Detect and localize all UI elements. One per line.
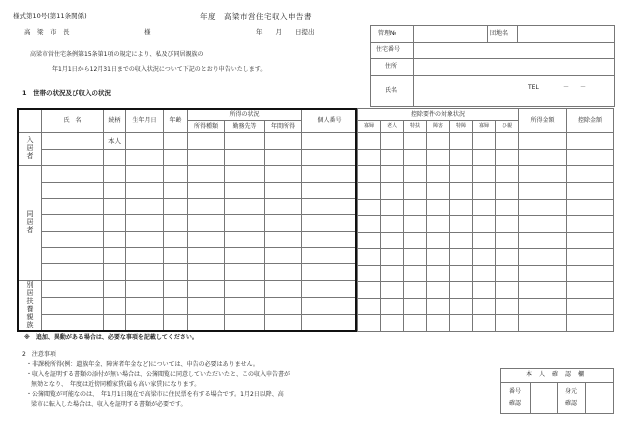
table-cell[interactable] [519, 149, 567, 166]
identity-confirm-label: 身元 [565, 388, 578, 395]
deduction-subheader: 特障 [450, 121, 473, 133]
table-cell[interactable] [381, 199, 404, 216]
table-cell[interactable] [381, 149, 404, 166]
intro-line-2: 年1月1日から12月31日までの収入状況について下記のとおり申告いたします。 [52, 66, 267, 73]
table-row [358, 265, 614, 282]
table-cell[interactable] [302, 133, 358, 149]
table-cell[interactable] [164, 297, 188, 314]
note-item: ・非課税所得(例：遺族年金、障害者年金など)については、申告の必要はありません。 [26, 361, 259, 368]
deduction-subheader: 特扶 [404, 121, 427, 133]
table-cell[interactable] [265, 198, 302, 214]
table-cell[interactable] [519, 282, 567, 299]
table-cell[interactable] [42, 314, 104, 331]
table-cell[interactable] [42, 198, 104, 214]
table-cell[interactable] [164, 314, 188, 331]
table-cell[interactable] [519, 249, 567, 266]
table-cell[interactable] [567, 282, 614, 299]
section-1-title: 1 世帯の状況及び収入の状況 [22, 89, 112, 97]
table-cell[interactable] [496, 183, 519, 200]
table-cell[interactable] [126, 264, 164, 280]
table-cell[interactable] [567, 166, 614, 183]
table-cell[interactable] [126, 182, 164, 198]
table-cell[interactable] [225, 248, 265, 264]
table-cell[interactable] [450, 265, 473, 282]
note-item: ・収入を証明する書類の添付が無い場合は、公簿閲覧に同意していただいたと、この収入申告書が [26, 371, 291, 378]
table-cell[interactable] [450, 166, 473, 183]
table-cell[interactable] [188, 182, 225, 198]
table-cell[interactable] [302, 231, 358, 247]
table-cell[interactable] [164, 248, 188, 264]
table-cell[interactable] [473, 282, 496, 299]
table-cell[interactable] [567, 249, 614, 266]
table-cell[interactable] [126, 149, 164, 165]
identity-confirm-label: 確認 [565, 400, 578, 407]
table-cell[interactable] [265, 231, 302, 247]
table-cell[interactable] [225, 297, 265, 314]
table-cell[interactable] [496, 315, 519, 332]
table-cell[interactable] [519, 133, 567, 150]
table-cell[interactable] [381, 249, 404, 266]
table-cell[interactable] [42, 264, 104, 280]
table-cell[interactable] [473, 199, 496, 216]
col-header-name: 氏 名 [42, 109, 104, 133]
table-cell[interactable] [104, 149, 126, 165]
table-cell[interactable] [265, 264, 302, 280]
group-label-dependent: 別居扶養親族 [26, 280, 34, 329]
table-cell[interactable] [496, 216, 519, 233]
table-row [358, 216, 614, 233]
table-cell[interactable] [404, 265, 427, 282]
name-label: 氏名 [385, 87, 398, 94]
table-cell[interactable] [496, 199, 519, 216]
table-cell[interactable] [427, 282, 450, 299]
table-cell[interactable] [381, 282, 404, 299]
table-cell[interactable] [567, 298, 614, 315]
table-cell[interactable] [450, 282, 473, 299]
table-cell[interactable] [496, 166, 519, 183]
table-cell[interactable] [381, 216, 404, 233]
table-cell[interactable] [126, 231, 164, 247]
table-cell[interactable] [496, 133, 519, 150]
table-cell[interactable] [473, 249, 496, 266]
deduction-subheader: 寡婦 [473, 121, 496, 133]
table-cell[interactable] [302, 198, 358, 214]
address-label: 住所 [385, 63, 398, 70]
table-cell[interactable] [188, 297, 225, 314]
danchi-name-label: 団地名 [490, 30, 509, 37]
table-cell[interactable] [450, 183, 473, 200]
col-header-age: 年齢 [164, 109, 188, 133]
deduction-subheader: 障害 [427, 121, 450, 133]
table-cell[interactable] [265, 166, 302, 182]
table-cell[interactable] [188, 314, 225, 331]
table-cell[interactable] [427, 216, 450, 233]
col-header-relation: 続柄 [104, 109, 126, 133]
table-cell[interactable] [404, 133, 427, 150]
table-cell[interactable] [473, 166, 496, 183]
col-header-income-type: 所得種類 [188, 121, 225, 133]
self-relation-cell: 本人 [104, 133, 126, 149]
note-item: 梁市に転入した場合は、収入を証明する書類が必要です。 [31, 401, 187, 408]
table-cell[interactable] [381, 166, 404, 183]
table-cell[interactable] [302, 182, 358, 198]
table-cell[interactable] [126, 198, 164, 214]
tel-separator: － [563, 84, 570, 91]
table-cell[interactable] [358, 183, 381, 200]
table-cell[interactable] [164, 166, 188, 182]
table-cell[interactable] [427, 183, 450, 200]
table-cell[interactable] [358, 298, 381, 315]
table-row [358, 298, 614, 315]
table-row [18, 231, 358, 247]
note-star: ※ 追加、異動がある場合は、必要な事項を記載してください。 [24, 334, 198, 341]
table-row [18, 264, 358, 280]
table-cell[interactable] [225, 182, 265, 198]
table-cell[interactable] [427, 133, 450, 150]
table-cell[interactable] [450, 298, 473, 315]
table-cell[interactable] [302, 280, 358, 297]
table-cell[interactable] [567, 183, 614, 200]
table-row [18, 166, 358, 182]
table-cell[interactable] [450, 216, 473, 233]
table-cell[interactable] [164, 149, 188, 165]
table-row [358, 249, 614, 266]
table-cell[interactable] [358, 232, 381, 249]
table-row [18, 215, 358, 231]
table-cell[interactable] [404, 298, 427, 315]
table-cell[interactable] [427, 298, 450, 315]
table-cell[interactable] [473, 298, 496, 315]
table-cell[interactable] [225, 314, 265, 331]
table-cell[interactable] [427, 265, 450, 282]
table-cell[interactable] [381, 265, 404, 282]
table-cell[interactable] [381, 183, 404, 200]
table-cell[interactable] [104, 314, 126, 331]
table-cell[interactable] [496, 249, 519, 266]
table-cell[interactable] [567, 149, 614, 166]
table-cell[interactable] [567, 199, 614, 216]
table-cell[interactable] [104, 231, 126, 247]
table-cell[interactable] [225, 133, 265, 149]
table-cell[interactable] [450, 249, 473, 266]
table-cell[interactable] [126, 248, 164, 264]
table-row [18, 314, 358, 331]
table-cell[interactable] [164, 231, 188, 247]
table-cell[interactable] [188, 215, 225, 231]
table-cell[interactable] [126, 280, 164, 297]
table-cell[interactable] [358, 265, 381, 282]
notes-title: 2 注意事項 [22, 351, 56, 358]
table-cell[interactable] [265, 182, 302, 198]
group-label-cohabitant: 同居者 [26, 209, 34, 234]
table-cell[interactable] [450, 199, 473, 216]
table-cell[interactable] [519, 199, 567, 216]
table-cell[interactable] [381, 232, 404, 249]
table-row [358, 315, 614, 332]
table-cell[interactable] [188, 264, 225, 280]
addressee-city: 高 梁 市 長 [24, 28, 70, 36]
table-cell[interactable] [496, 282, 519, 299]
table-row [358, 166, 614, 183]
table-cell[interactable] [427, 166, 450, 183]
table-row [358, 282, 614, 299]
table-row [18, 280, 358, 297]
col-header-income-status: 所得の状況 [188, 109, 302, 121]
table-cell[interactable] [104, 280, 126, 297]
table-cell[interactable] [42, 231, 104, 247]
table-cell[interactable] [473, 265, 496, 282]
intro-line-1: 高梁市営住宅条例第15条第1項の規定により、私及び同居親族の [30, 51, 204, 58]
table-cell[interactable] [188, 166, 225, 182]
table-cell[interactable] [188, 280, 225, 297]
table-cell[interactable] [104, 182, 126, 198]
table-cell[interactable] [404, 199, 427, 216]
table-cell[interactable] [164, 198, 188, 214]
table-cell[interactable] [358, 166, 381, 183]
table-cell[interactable] [42, 297, 104, 314]
table-cell[interactable] [427, 149, 450, 166]
table-cell[interactable] [164, 215, 188, 231]
table-cell[interactable] [188, 248, 225, 264]
table-cell[interactable] [496, 265, 519, 282]
table-cell[interactable] [126, 297, 164, 314]
note-item: 無効となり、 年度は近傍同種家賃(最も高い家賃)になります。 [31, 381, 201, 388]
table-cell[interactable] [473, 232, 496, 249]
table-cell[interactable] [225, 280, 265, 297]
table-cell[interactable] [265, 215, 302, 231]
table-cell[interactable] [225, 231, 265, 247]
table-cell[interactable] [473, 133, 496, 150]
table-cell[interactable] [265, 314, 302, 331]
table-cell[interactable] [225, 166, 265, 182]
table-cell[interactable] [126, 133, 164, 149]
addressee-honorific: 様 [144, 28, 151, 36]
table-cell[interactable] [450, 315, 473, 332]
table-row [358, 232, 614, 249]
table-cell[interactable] [450, 133, 473, 150]
table-cell[interactable] [404, 282, 427, 299]
table-cell[interactable] [358, 199, 381, 216]
form-title: 年度 高梁市営住宅収入申告書 [200, 12, 312, 21]
table-row [358, 133, 614, 150]
table-cell[interactable] [42, 280, 104, 297]
table-cell[interactable] [164, 182, 188, 198]
table-cell[interactable] [188, 133, 225, 149]
table-row [358, 149, 614, 166]
table-cell[interactable] [450, 149, 473, 166]
table-cell[interactable] [519, 232, 567, 249]
col-header-income-amount: 所得金額 [519, 109, 567, 133]
table-cell[interactable] [358, 216, 381, 233]
table-cell[interactable] [473, 149, 496, 166]
jutaku-number-label: 住宅番号 [376, 46, 401, 53]
tel-label: TEL [528, 84, 539, 91]
table-cell[interactable] [427, 199, 450, 216]
table-row [18, 198, 358, 214]
table-cell[interactable] [265, 280, 302, 297]
table-cell[interactable] [302, 248, 358, 264]
table-cell[interactable] [42, 149, 104, 165]
table-cell[interactable] [225, 215, 265, 231]
table-cell[interactable] [42, 182, 104, 198]
table-cell[interactable] [473, 315, 496, 332]
table-cell[interactable] [302, 297, 358, 314]
deduction-subheader: ひ親 [496, 121, 519, 133]
table-cell[interactable] [302, 314, 358, 331]
table-cell[interactable] [104, 248, 126, 264]
table-cell[interactable] [404, 232, 427, 249]
table-cell[interactable] [188, 149, 225, 165]
table-cell[interactable] [381, 315, 404, 332]
table-row [18, 182, 358, 198]
table-cell[interactable] [519, 265, 567, 282]
table-cell[interactable] [164, 264, 188, 280]
form-number: 様式第10号(第11条関係) [13, 12, 87, 20]
table-cell[interactable] [225, 149, 265, 165]
table-cell[interactable] [126, 166, 164, 182]
table-cell[interactable] [404, 315, 427, 332]
number-confirm-label: 確認 [509, 400, 522, 407]
table-cell[interactable] [519, 298, 567, 315]
table-cell[interactable] [104, 264, 126, 280]
col-header-deduction-amount: 控除金額 [567, 109, 614, 133]
deduction-subheader: 老人 [381, 121, 404, 133]
table-cell[interactable] [404, 166, 427, 183]
table-cell[interactable] [358, 149, 381, 166]
table-cell[interactable] [496, 149, 519, 166]
table-cell[interactable] [427, 315, 450, 332]
table-cell[interactable] [567, 133, 614, 150]
col-header-annual-income: 年間所得 [265, 121, 302, 133]
table-cell[interactable] [265, 248, 302, 264]
table-cell[interactable] [404, 216, 427, 233]
table-cell[interactable] [358, 282, 381, 299]
group-label-applicant: 入居者 [26, 136, 34, 161]
table-row [358, 199, 614, 216]
table-cell[interactable] [302, 215, 358, 231]
table-cell[interactable] [265, 297, 302, 314]
deduction-subheader: 寡婦 [358, 121, 381, 133]
table-cell[interactable] [473, 216, 496, 233]
table-cell[interactable] [265, 149, 302, 165]
col-header-deduction-status: 控除要件の対象状況 [358, 109, 519, 121]
table-cell[interactable] [450, 232, 473, 249]
table-cell[interactable] [381, 298, 404, 315]
table-row [18, 248, 358, 264]
identity-confirm-title: 本 人 確 認 欄 [526, 371, 585, 378]
applicant-box [370, 25, 615, 107]
kanri-number-label: 管理№ [378, 30, 397, 37]
table-cell[interactable] [404, 149, 427, 166]
table-cell[interactable] [164, 280, 188, 297]
deduction-table [357, 108, 614, 332]
table-cell[interactable] [302, 264, 358, 280]
table-cell[interactable] [42, 166, 104, 182]
table-cell[interactable] [567, 315, 614, 332]
note-item: ・公簿閲覧が可能なのは、 年1月1日現在で高梁市に住民票を有する場合です。1月2日以降、高 [26, 391, 284, 398]
table-cell[interactable] [104, 166, 126, 182]
table-cell[interactable] [404, 183, 427, 200]
table-cell[interactable] [302, 166, 358, 182]
household-income-table [17, 108, 358, 332]
table-row [18, 133, 358, 149]
col-header-personal-number: 個人番号 [302, 109, 358, 133]
col-header-birthdate: 生年月日 [126, 109, 164, 133]
table-cell[interactable] [42, 248, 104, 264]
table-cell[interactable] [519, 166, 567, 183]
table-cell[interactable] [427, 232, 450, 249]
table-cell[interactable] [358, 249, 381, 266]
table-row [358, 183, 614, 200]
table-cell[interactable] [519, 216, 567, 233]
table-cell[interactable] [567, 232, 614, 249]
table-cell[interactable] [188, 231, 225, 247]
table-cell[interactable] [42, 133, 104, 149]
table-cell[interactable] [225, 264, 265, 280]
table-cell[interactable] [188, 198, 225, 214]
table-row [18, 149, 358, 165]
col-header-employer: 勤務先等 [225, 121, 265, 133]
table-cell[interactable] [496, 298, 519, 315]
table-row [18, 297, 358, 314]
table-cell[interactable] [404, 249, 427, 266]
table-cell[interactable] [567, 265, 614, 282]
table-cell[interactable] [358, 133, 381, 150]
table-cell[interactable] [164, 133, 188, 149]
number-confirm-label: 番号 [509, 388, 522, 395]
table-cell[interactable] [42, 215, 104, 231]
table-cell[interactable] [473, 183, 496, 200]
submission-date: 年 月 日提出 [256, 28, 315, 36]
tel-separator: － [580, 84, 587, 91]
table-cell[interactable] [104, 198, 126, 214]
table-cell[interactable] [104, 297, 126, 314]
table-cell[interactable] [225, 198, 265, 214]
table-cell[interactable] [496, 232, 519, 249]
table-cell[interactable] [519, 315, 567, 332]
table-cell[interactable] [519, 183, 567, 200]
table-cell[interactable] [358, 315, 381, 332]
table-cell[interactable] [381, 133, 404, 150]
table-cell[interactable] [126, 215, 164, 231]
table-cell[interactable] [265, 133, 302, 149]
table-cell[interactable] [126, 314, 164, 331]
table-cell[interactable] [567, 216, 614, 233]
table-cell[interactable] [302, 149, 358, 165]
table-cell[interactable] [427, 249, 450, 266]
table-cell[interactable] [104, 215, 126, 231]
